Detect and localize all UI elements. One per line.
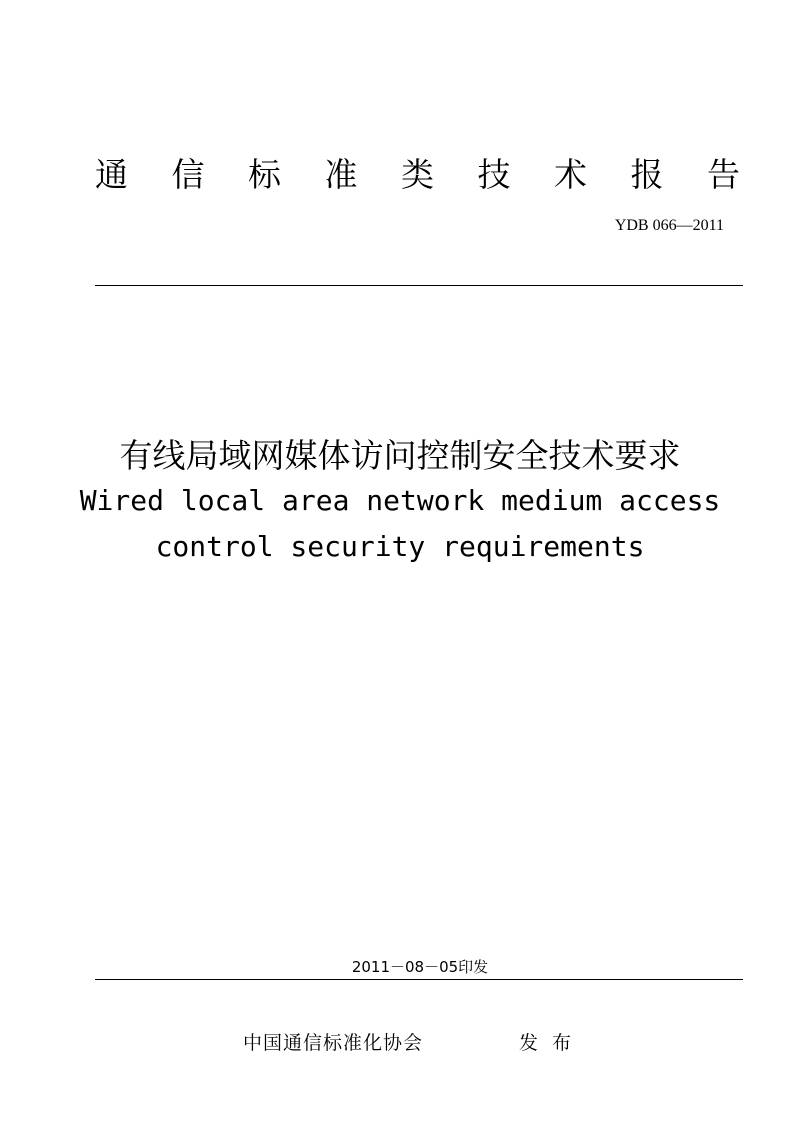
publish-label: 发 布	[519, 1032, 576, 1054]
series-heading-char: 通	[95, 155, 128, 194]
series-heading-char: 技	[477, 155, 511, 194]
series-heading-char: 准	[324, 155, 358, 194]
series-heading-char: 告	[707, 155, 740, 194]
series-heading-char: 类	[401, 155, 434, 194]
series-heading-char: 信	[171, 155, 205, 194]
bottom-divider	[95, 979, 743, 980]
document-number: YDB 066—2011	[614, 217, 724, 234]
title-chinese: 有线局域网媒体访问控制安全技术要求	[119, 436, 681, 475]
series-heading	[95, 150, 740, 200]
title-english-line-2: control security requirements	[155, 530, 645, 563]
issue-date: 2011－08－05印发	[351, 958, 489, 976]
top-divider	[95, 285, 743, 286]
series-heading-char: 报	[630, 155, 664, 194]
series-heading-char: 标	[248, 155, 281, 194]
series-heading-char: 术	[554, 155, 587, 194]
title-english-line-1: Wired local area network medium access	[79, 484, 721, 517]
publisher-name: 中国通信标准化协会	[243, 1032, 424, 1054]
